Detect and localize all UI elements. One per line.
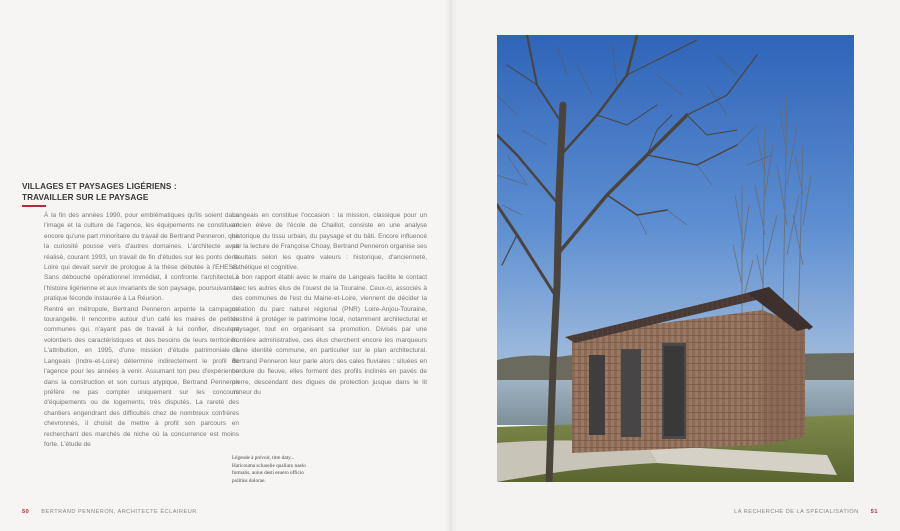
footer-left <box>22 509 197 515</box>
paragraph: À la fin des années 1990, pour emblématiques qu'ils soient dans l'image et la culture de l'agence, les équipements ne constituent encore qu'une part minoritaire du travail de Bertrand Penneron, que la curiosité pousse vers d'autres domaines. L'architecte avait réalisé, courant 1993, un travail de fin d'études sur les ponts de la Loire qui devait servir de prologue à la thèse débutée à l'EHESS. Sans débouché opérationnel immédiat, il confronte l'architecte à l'histoire ligérienne et aux invariants de son paysage, poursuivant la pratique féconde instaurée à La Réunion. <box>44 212 239 303</box>
book-gutter <box>445 0 457 531</box>
page-number-right: 51 <box>870 509 878 515</box>
page-number-left: 50 <box>22 509 30 515</box>
door-2 <box>621 349 641 437</box>
body-column-1 <box>44 211 239 487</box>
section-title <box>22 181 222 203</box>
door-1 <box>589 355 605 435</box>
paragraph: Langeais en constitue l'occasion : la mission, classique pour un ancien élève de l'école de Chaillot, consiste en une analyse historique du tissu urbain, du paysage et du bâti. Encore influencé par la lecture de Françoise Choay, Bertrand Penneron organise ses résultats selon les quatre valeurs : historique, d'ancienneté, esthétique et cognitive. <box>232 212 427 272</box>
photograph-timber-pavilion <box>497 35 854 482</box>
body-column-2 <box>232 211 427 487</box>
footer-right <box>734 509 878 515</box>
photo-caption: Légende à prévoir, titre daty... Haricouma scluoelie qualiuro naelo formalis, auius desti esuero officio politius dolorae. <box>232 455 306 484</box>
section-title-line-2: TRAVAILLER SUR LE PAYSAGE <box>22 193 149 202</box>
section-title-line-1: VILLAGES ET PAYSAGES LIGÉRIENS : <box>22 182 177 191</box>
running-head-left: BERTRAND PENNERON, ARCHITECTE ÉCLAIREUR <box>41 509 197 515</box>
paragraph: Rentré en métropole, Bertrand Penneron arpente la campagne tourangelle. Il rencontre autour d'un café les maires de petites communes qui, n'ayant pas de travail à lui confier, discutent volontiers des caractéristiques et des besoins de leurs territoires. L'attribution, en 1995, d'une mission d'étude patrimoniale à Langeais (Indre-et-Loire) détermine indirectement le profil de l'agence pour les années à venir. Assumant ton peu d'expérience dans la construction et son cursus atypique, Bertrand Penneron préfère ne pas compter uniquement sur les concours d'équipements ou de logements, très disputés. La rareté des chantiers engendrant des difficultés chez de nombreux confrères chevronnés, il choisit de mettre à profit son parcours en recherchant des marchés de niche où la concurrence est moins forte. L'étude de <box>44 305 239 448</box>
title-accent-rule <box>22 205 46 207</box>
paragraph: Le bon rapport établi avec le maire de Langeais facilite le contact avec les autres élus de l'ouest de la Touraine. Ceux-ci, associés à des communes de l'est du Maine-et-Loire, viennent de décider la création du parc naturel régional (PNR) Loire-Anjou-Touraine, destiné à protéger le patrimoine local, notamment architectural et paysager, tout en organisant sa promotion. Divisés par une frontière administrative, ces élus cherchent encore les marqueurs d'une identité commune, en particulier sur le plan architectural. Bertrand Penneron leur parle alors des cales fluviales : situées en bordure du fleuve, elles forment des profils inclinés en pavés de pierre, descendant des digues de protection jusque dans le lit mineur du <box>232 274 427 396</box>
running-head-right: LA RECHERCHE DE LA SPÉCIALISATION <box>734 509 859 515</box>
photo-illustration <box>497 35 854 482</box>
